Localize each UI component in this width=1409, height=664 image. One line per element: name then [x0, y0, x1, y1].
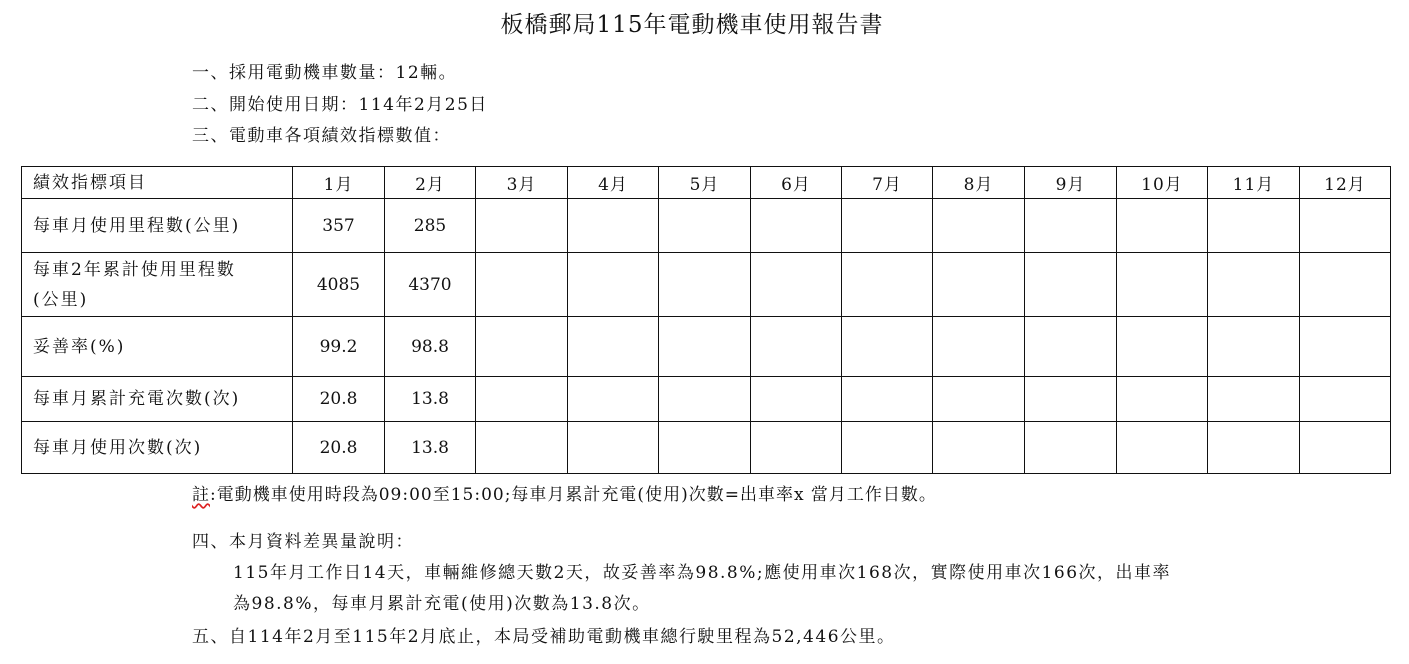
- cell-value: [1025, 377, 1117, 422]
- cell-value: [476, 199, 568, 253]
- cell-value: [476, 422, 568, 474]
- cell-value: [842, 377, 933, 422]
- table-row: [22, 253, 1391, 317]
- cell-value: 13.8: [385, 422, 476, 474]
- cell-value: [1300, 199, 1391, 253]
- row-label: 每車月使用次數(次): [22, 422, 293, 474]
- cell-value: [568, 199, 659, 253]
- document-title: 板橋郵局115年電動機車使用報告書: [500, 12, 884, 38]
- cell-value: [1117, 317, 1208, 377]
- cell-value: 99.2: [293, 317, 385, 377]
- kpi-table: [21, 166, 1391, 474]
- header-kpi-item: 績效指標項目: [22, 167, 293, 199]
- cell-value: [1208, 317, 1300, 377]
- cell-value: [842, 317, 933, 377]
- cell-value: [1208, 199, 1300, 253]
- cell-value: [1025, 422, 1117, 474]
- cell-value: [751, 317, 842, 377]
- row-label: 每車月累計充電次數(次): [22, 377, 293, 422]
- cell-value: [751, 377, 842, 422]
- cell-value: [1117, 253, 1208, 317]
- section-four-heading: 四、本月資料差異量說明：: [192, 532, 414, 552]
- table-row: [22, 422, 1391, 474]
- footnote: [192, 480, 937, 505]
- cell-value: [568, 422, 659, 474]
- table-header-row: [22, 167, 1391, 199]
- cell-value: [659, 253, 751, 317]
- cell-value: [568, 377, 659, 422]
- cell-value: [842, 199, 933, 253]
- cell-value: [659, 422, 751, 474]
- cell-value: [1117, 422, 1208, 474]
- cell-value: [1300, 377, 1391, 422]
- header-month: 11月: [1208, 167, 1300, 199]
- cell-value: [659, 377, 751, 422]
- cell-value: [933, 317, 1025, 377]
- cell-value: [1025, 317, 1117, 377]
- row-label: 每車月使用里程數(公里): [22, 199, 293, 253]
- cell-value: [568, 253, 659, 317]
- cell-value: [933, 253, 1025, 317]
- cell-value: [842, 253, 933, 317]
- cell-value: 20.8: [293, 377, 385, 422]
- table-row: [22, 317, 1391, 377]
- item-kpi-heading: 三、電動車各項績效指標數值：: [192, 126, 451, 146]
- row-label: 妥善率(%): [22, 317, 293, 377]
- cell-value: [1300, 317, 1391, 377]
- cell-value: [933, 377, 1025, 422]
- row-label-line2: (公里): [33, 289, 89, 310]
- cell-value: [1117, 377, 1208, 422]
- cell-value: [751, 253, 842, 317]
- footnote-text: :電動機車使用時段為09:00至15:00;每車月累計充電(使用)次數=出車率x 當月工作日數。: [210, 485, 937, 505]
- table-row: [22, 199, 1391, 253]
- cell-value: [933, 422, 1025, 474]
- header-month: 10月: [1117, 167, 1208, 199]
- header-month: 9月: [1025, 167, 1117, 199]
- cell-value: 98.8: [385, 317, 476, 377]
- cell-value: 285: [385, 199, 476, 253]
- cell-value: [1300, 253, 1391, 317]
- header-month: 8月: [933, 167, 1025, 199]
- header-month: 2月: [385, 167, 476, 199]
- header-month: 1月: [293, 167, 385, 199]
- cell-value: [568, 317, 659, 377]
- section-four-line2: 為98.8%，每車月累計充電(使用)次數為13.8次。: [233, 594, 651, 614]
- cell-value: [842, 422, 933, 474]
- cell-value: 13.8: [385, 377, 476, 422]
- cell-value: [1025, 199, 1117, 253]
- cell-value: [1117, 199, 1208, 253]
- header-month: 4月: [568, 167, 659, 199]
- header-month: 6月: [751, 167, 842, 199]
- section-five: 五、自114年2月至115年2月底止，本局受補助電動機車總行駛里程為52,446公里。: [192, 627, 896, 647]
- footnote-prefix: 註: [192, 485, 210, 505]
- cell-value: [1208, 422, 1300, 474]
- header-month: 3月: [476, 167, 568, 199]
- cell-value: [1208, 253, 1300, 317]
- cell-value: [751, 199, 842, 253]
- cell-value: [751, 422, 842, 474]
- section-four-line1: 115年月工作日14天，車輛維修總天數2天，故妥善率為98.8%;應使用車次168次，實際使用車次166次，出車率: [233, 563, 1172, 583]
- cell-value: [1025, 253, 1117, 317]
- cell-value: [659, 199, 751, 253]
- cell-value: [476, 253, 568, 317]
- cell-value: [476, 377, 568, 422]
- item-vehicle-count: 一、採用電動機車數量：12輛。: [192, 63, 458, 83]
- header-month: 7月: [842, 167, 933, 199]
- item-start-date: 二、開始使用日期：114年2月25日: [192, 95, 488, 115]
- table-row: [22, 377, 1391, 422]
- cell-value: [933, 199, 1025, 253]
- cell-value: 4370: [385, 253, 476, 317]
- header-month: 12月: [1300, 167, 1391, 199]
- row-label: [22, 253, 293, 317]
- cell-value: [659, 317, 751, 377]
- cell-value: 4085: [293, 253, 385, 317]
- cell-value: [1208, 377, 1300, 422]
- cell-value: 20.8: [293, 422, 385, 474]
- cell-value: [1300, 422, 1391, 474]
- header-month: 5月: [659, 167, 751, 199]
- cell-value: [476, 317, 568, 377]
- row-label-line1: 每車2年累計使用里程數: [33, 259, 236, 280]
- cell-value: 357: [293, 199, 385, 253]
